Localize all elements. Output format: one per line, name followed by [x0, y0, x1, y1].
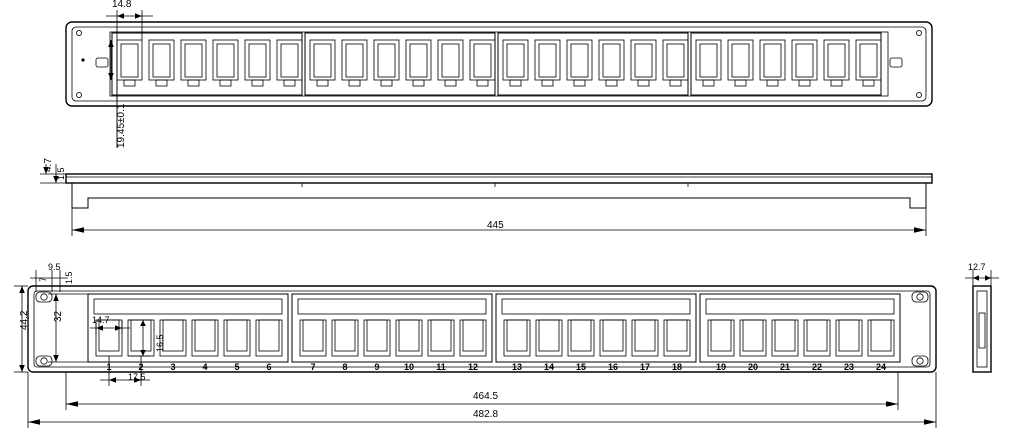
svg-text:7: 7 — [310, 362, 316, 372]
svg-text:20: 20 — [747, 362, 759, 372]
svg-text:3: 3 — [170, 362, 176, 372]
svg-text:1: 1 — [106, 362, 112, 372]
dim-label-445: 445 — [487, 220, 504, 231]
front-view-dimensioned — [0, 258, 1024, 442]
svg-text:18: 18 — [671, 362, 683, 372]
svg-text:24: 24 — [875, 362, 887, 372]
port-openings-bottom — [96, 320, 894, 356]
svg-text:16: 16 — [607, 362, 619, 372]
dim-label-1-5-bottom: 1.5 — [64, 271, 74, 284]
svg-text:19: 19 — [715, 362, 727, 372]
svg-text:8: 8 — [342, 362, 348, 372]
port-group-bottom — [88, 294, 900, 362]
svg-text:21: 21 — [779, 362, 791, 372]
svg-text:10: 10 — [403, 362, 415, 372]
svg-text:6: 6 — [266, 362, 272, 372]
dim-label-464-5: 464.5 — [473, 391, 499, 402]
end-view — [955, 258, 1024, 398]
svg-text:22: 22 — [811, 362, 823, 372]
svg-text:13: 13 — [511, 362, 523, 372]
dim-label-19-45: 19.45±0.1 — [116, 103, 127, 148]
dim-label-17-5: 17.5 — [128, 372, 146, 382]
svg-text:17: 17 — [639, 362, 651, 372]
side-section-view — [0, 160, 1024, 250]
dim-label-32: 32 — [53, 310, 64, 322]
dim-label-16-5: 16.5 — [155, 334, 165, 352]
dim-label-1-5: 1.5 — [56, 167, 66, 180]
svg-text:4: 4 — [202, 362, 208, 372]
dim-label-482-8: 482.8 — [473, 409, 499, 420]
svg-text:23: 23 — [843, 362, 855, 372]
port-cells — [117, 40, 881, 80]
dim-label-44-2: 44.2 — [19, 310, 30, 330]
front-view-top — [0, 0, 1024, 150]
dim-edge-small — [30, 270, 68, 292]
svg-text:14: 14 — [543, 362, 555, 372]
dim-label-14-8: 14.8 — [112, 0, 132, 10]
svg-text:9: 9 — [374, 362, 380, 372]
svg-text:15: 15 — [575, 362, 587, 372]
dim-label-4-7: 4.7 — [43, 158, 54, 172]
dim-port-width-top — [106, 10, 153, 40]
svg-text:12: 12 — [467, 362, 479, 372]
svg-text:2: 2 — [138, 362, 144, 372]
dim-label-9-5: 9.5 — [48, 262, 61, 272]
dim-depth — [965, 270, 999, 286]
svg-text:5: 5 — [234, 362, 240, 372]
svg-text:11: 11 — [436, 362, 446, 372]
dim-label-14-7: 14.7 — [92, 315, 110, 325]
dim-label-12-7: 12.7 — [968, 262, 986, 272]
panel-outline — [66, 22, 932, 106]
dim-label-7: 7 — [38, 276, 48, 282]
